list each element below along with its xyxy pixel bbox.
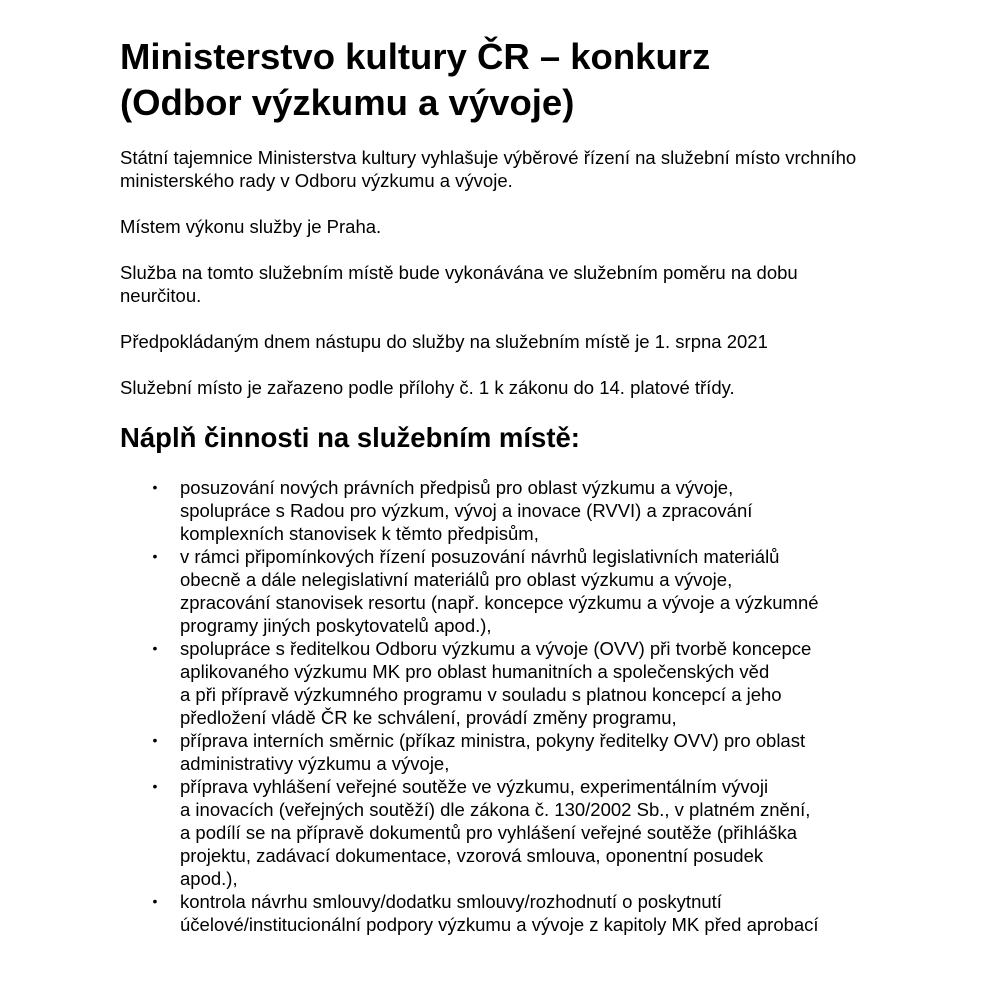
list-item: [120, 545, 900, 637]
list-item: [120, 729, 900, 775]
start-date-paragraph: Předpokládaným dnem nástupu do služby na služebním místě je 1. srpna 2021: [120, 331, 768, 352]
list-item: [120, 890, 900, 936]
bullet-icon: •: [152, 640, 158, 656]
bullet-icon: •: [152, 732, 158, 748]
bullet-icon: •: [152, 548, 158, 564]
duty-text: příprava vyhlášení veřejné soutěže ve výzkumu, experimentálním vývoji a inovacích (veřejných soutěží) dle zákona č. 130/2002 Sb., v platném znění, a podílí se na přípravě dokumentů pro vyhlášení veřejné soutěže (přihláška projektu, zadávací dokumentace, vzorová smlouva, oponentní posudek apod.),: [180, 776, 811, 889]
bullet-icon: •: [152, 778, 158, 794]
duty-text: příprava interních směrnic (příkaz ministra, pokyny ředitelky OVV) pro oblast administrativy výzkumu a vývoje,: [180, 730, 806, 774]
list-item: [120, 775, 900, 890]
document-title: Ministerstvo kultury ČR – konkurz (Odbor výzkumu a vývoje): [120, 36, 711, 123]
bullet-icon: •: [152, 479, 158, 495]
duty-text: posuzování nových právních předpisů pro oblast výzkumu a vývoje, spolupráce s Radou pro výzkum, vývoj a inovace (RVVI) a zpracování komplexních stanovisek k těmto předpisům,: [180, 477, 753, 544]
employment-term-paragraph: Služba na tomto služebním místě bude vykonávána ve služebním poměru na dobu neurčitou.: [120, 262, 798, 306]
duties-heading: Náplň činnosti na služebním místě:: [120, 422, 580, 453]
duty-text: kontrola návrhu smlouvy/dodatku smlouvy/rozhodnutí o poskytnutí účelové/institucionální podpory výzkumu a vývoje z kapitoly MK před aprobací: [180, 891, 819, 935]
list-item: [120, 637, 900, 729]
intro-paragraph: Státní tajemnice Ministerstva kultury vyhlašuje výběrové řízení na služební místo vrchního ministerského rady v Odboru výzkumu a vývoje.: [120, 147, 857, 191]
bullet-icon: •: [152, 893, 158, 909]
duties-list: [120, 476, 900, 936]
salary-class-paragraph: Služební místo je zařazeno podle přílohy č. 1 k zákonu do 14. platové třídy.: [120, 377, 735, 398]
location-paragraph: Místem výkonu služby je Praha.: [120, 216, 382, 237]
duty-text: v rámci připomínkových řízení posuzování návrhů legislativních materiálů obecně a dále nelegislativní materiálů pro oblast výzkumu a vývoje, zpracování stanovisek resortu (např. koncepce výzkumu a vývoje a výzkumné programy jiných poskytovatelů apod.),: [180, 546, 819, 636]
duty-text: spolupráce s ředitelkou Odboru výzkumu a vývoje (OVV) při tvorbě koncepce aplikovaného výzkumu MK pro oblast humanitních a společenských věd a při přípravě výzkumného programu v souladu s platnou koncepcí a jeho předložení vládě ČR ke schválení, provádí změny programu,: [180, 638, 812, 728]
list-item: [120, 476, 900, 545]
